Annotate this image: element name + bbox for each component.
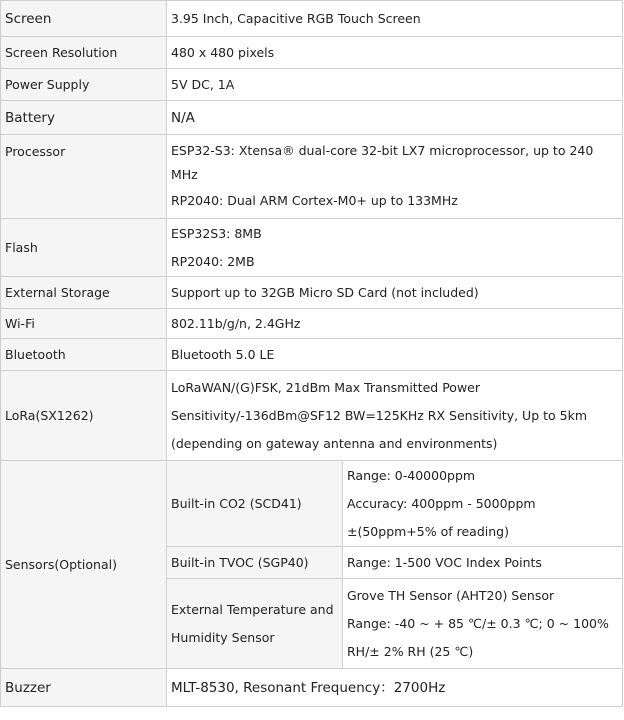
sensor-name: Built-in TVOC (SGP40) bbox=[167, 547, 343, 579]
co2-line: Range: 0-40000ppm bbox=[347, 467, 476, 483]
sensor-name: Built-in CO2 (SCD41) bbox=[167, 461, 343, 547]
row-label: Bluetooth bbox=[1, 339, 167, 371]
co2-line: Accuracy: 400ppm - 5000ppm bbox=[347, 495, 536, 511]
row-value bbox=[167, 135, 623, 219]
row-label: Screen bbox=[1, 1, 167, 37]
processor-line: RP2040: Dual ARM Cortex-M0+ up to 133MHz bbox=[171, 192, 458, 208]
lora-line: (depending on gateway antenna and environments) bbox=[171, 435, 498, 451]
row-value: 5V DC, 1A bbox=[167, 69, 623, 101]
row-label: Screen Resolution bbox=[1, 37, 167, 69]
row-label: Processor bbox=[1, 135, 167, 219]
row-value: 480 x 480 pixels bbox=[167, 37, 623, 69]
th-line: Grove TH Sensor (AHT20) Sensor bbox=[347, 587, 555, 603]
table-row-battery bbox=[1, 101, 623, 135]
table-row-flash bbox=[1, 219, 623, 277]
row-label: Buzzer bbox=[1, 669, 167, 707]
co2-line: ±(50ppm+5% of reading) bbox=[347, 523, 509, 539]
row-value: Bluetooth 5.0 LE bbox=[167, 339, 623, 371]
row-value: N/A bbox=[167, 101, 623, 135]
row-value: Support up to 32GB Micro SD Card (not included) bbox=[167, 277, 623, 309]
table-row-power bbox=[1, 69, 623, 101]
processor-line: ESP32-S3: Xtensa® dual-core 32-bit LX7 microprocessor, up to 240 MHz bbox=[171, 142, 594, 182]
row-label: LoRa(SX1262) bbox=[1, 371, 167, 461]
sensor-value: Range: 1-500 VOC Index Points bbox=[343, 547, 623, 579]
sensor-value bbox=[343, 579, 623, 669]
row-value bbox=[167, 371, 623, 461]
lora-line: LoRaWAN/(G)FSK, 21dBm Max Transmitted Power bbox=[171, 379, 480, 395]
th-line: Range: -40 ~ + 85 ℃/± 0.3 ℃; 0 ~ 100% RH/± 2% RH (25 ℃) bbox=[347, 615, 609, 659]
row-label: Flash bbox=[1, 219, 167, 277]
row-label: Power Supply bbox=[1, 69, 167, 101]
table-row-screen bbox=[1, 1, 623, 37]
table-row-processor bbox=[1, 135, 623, 219]
table-row-resolution bbox=[1, 37, 623, 69]
table-row-buzzer bbox=[1, 669, 623, 707]
row-value: 802.11b/g/n, 2.4GHz bbox=[167, 309, 623, 339]
row-label: External Storage bbox=[1, 277, 167, 309]
table-row-lora bbox=[1, 371, 623, 461]
table-row-wifi bbox=[1, 309, 623, 339]
lora-line: Sensitivity/-136dBm@SF12 BW=125KHz RX Sensitivity, Up to 5km bbox=[171, 407, 587, 423]
row-value: 3.95 Inch, Capacitive RGB Touch Screen bbox=[167, 1, 623, 37]
row-value bbox=[167, 219, 623, 277]
row-value: MLT-8530, Resonant Frequency：2700Hz bbox=[167, 669, 623, 707]
flash-line: ESP32S3: 8MB bbox=[171, 225, 262, 241]
table-row-bluetooth bbox=[1, 339, 623, 371]
flash-line: RP2040: 2MB bbox=[171, 253, 255, 269]
sensor-name: External Temperature and Humidity Sensor bbox=[167, 579, 343, 669]
table-row-sensor-co2 bbox=[1, 461, 623, 547]
row-label: Wi-Fi bbox=[1, 309, 167, 339]
row-label: Battery bbox=[1, 101, 167, 135]
row-label: Sensors(Optional) bbox=[1, 461, 167, 669]
sensor-value bbox=[343, 461, 623, 547]
table-row-storage bbox=[1, 277, 623, 309]
